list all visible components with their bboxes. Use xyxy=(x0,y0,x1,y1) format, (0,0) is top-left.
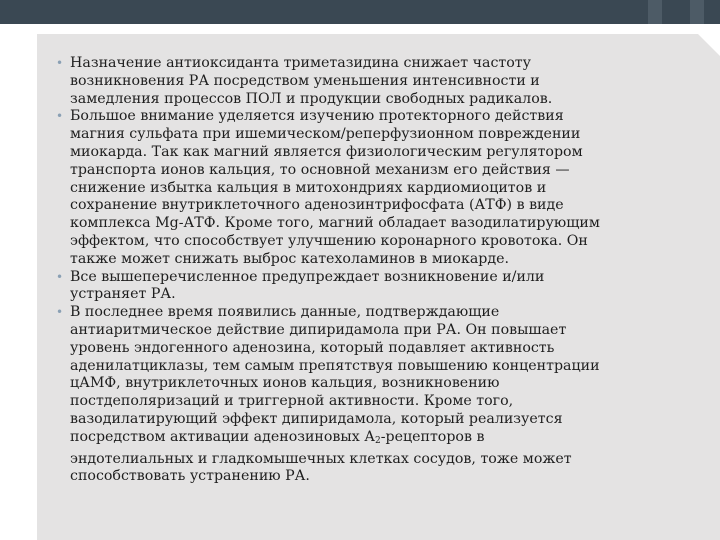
receptor-subscript: 2 xyxy=(374,435,381,446)
bullet-line: способствовать устранению РА. xyxy=(70,468,310,485)
bullet-line: сохранение внутриклеточного аденозинтрифосфата (АТФ) в виде xyxy=(70,197,564,214)
bullet-dot-icon: • xyxy=(56,109,64,124)
bullet-dot-icon: • xyxy=(56,305,64,320)
bullet-line: устраняет РА. xyxy=(70,286,176,303)
bullet-line: постдеполяризаций и триггерной активности. Кроме того, xyxy=(70,393,514,410)
receptor-text-before: посредством активации аденозиновых А xyxy=(70,428,375,445)
bullet-dot-icon: • xyxy=(56,269,64,284)
bullet-dot-icon: • xyxy=(56,56,64,70)
bullet-line xyxy=(70,429,676,451)
bullet-line: миокарда. Так как магний является физиологическим регулятором xyxy=(70,143,583,160)
bullet-item xyxy=(56,108,676,268)
bullet-line: замедления процессов ПОЛ и продукции свободных радикалов. xyxy=(70,90,553,107)
bullet-line: антиаритмическое действие дипиридамола при РА. Он повышает xyxy=(70,321,567,338)
bullet-list xyxy=(56,55,676,486)
corner-fold xyxy=(698,34,720,56)
bullet-line: Все вышеперечисленное предупреждает возникновение и/или xyxy=(70,268,545,285)
bullet-line: вазодилатирующий эффект дипиридамола, который реализуется xyxy=(70,410,563,427)
bullet-line: магния сульфата при ишемическом/реперфузионном повреждении xyxy=(70,126,581,143)
bullet-line: аденилатциклазы, тем самым препятствуя повышению концентрации xyxy=(70,357,600,374)
bullet-line: также может снижать выброс катехоламинов в миокарде. xyxy=(70,250,510,267)
bullet-line: транспорта ионов кальция, то основной механизм его действия — xyxy=(70,161,570,178)
bullet-line: цАМФ, внутриклеточных ионов кальция, возникновению xyxy=(70,375,500,392)
bullet-item xyxy=(56,55,676,108)
bullet-line: уровень эндогенного аденозина, который подавляет активность xyxy=(70,339,555,356)
bullet-item xyxy=(56,269,676,305)
top-bar xyxy=(0,0,720,24)
bullet-line: снижение избытка кальция в митохондриях кардиомиоцитов и xyxy=(70,179,547,196)
bullet-line: комплекса Mg-АТФ. Кроме того, магний обладает вазодилатирующим xyxy=(70,215,600,232)
bullet-line: Назначение антиоксиданта триметазидина снижает частоту xyxy=(70,55,532,71)
top-bar-accent xyxy=(690,0,704,24)
bullet-item xyxy=(56,304,676,486)
receptor-text-after: -рецепторов в xyxy=(380,428,485,445)
bullet-line: эффектом, что способствует улучшению коронарного кровотока. Он xyxy=(70,232,588,249)
bullet-line: В последнее время появились данные, подтверждающие xyxy=(70,304,500,321)
bullet-line: возникновения РА посредством уменьшения интенсивности и xyxy=(70,72,540,89)
bullet-line: эндотелиальных и гладкомышечных клетках сосудов, тоже может xyxy=(70,450,572,467)
top-bar-accent xyxy=(648,0,662,24)
bullet-line: Большое внимание уделяется изучению протекторного действия xyxy=(70,108,564,125)
